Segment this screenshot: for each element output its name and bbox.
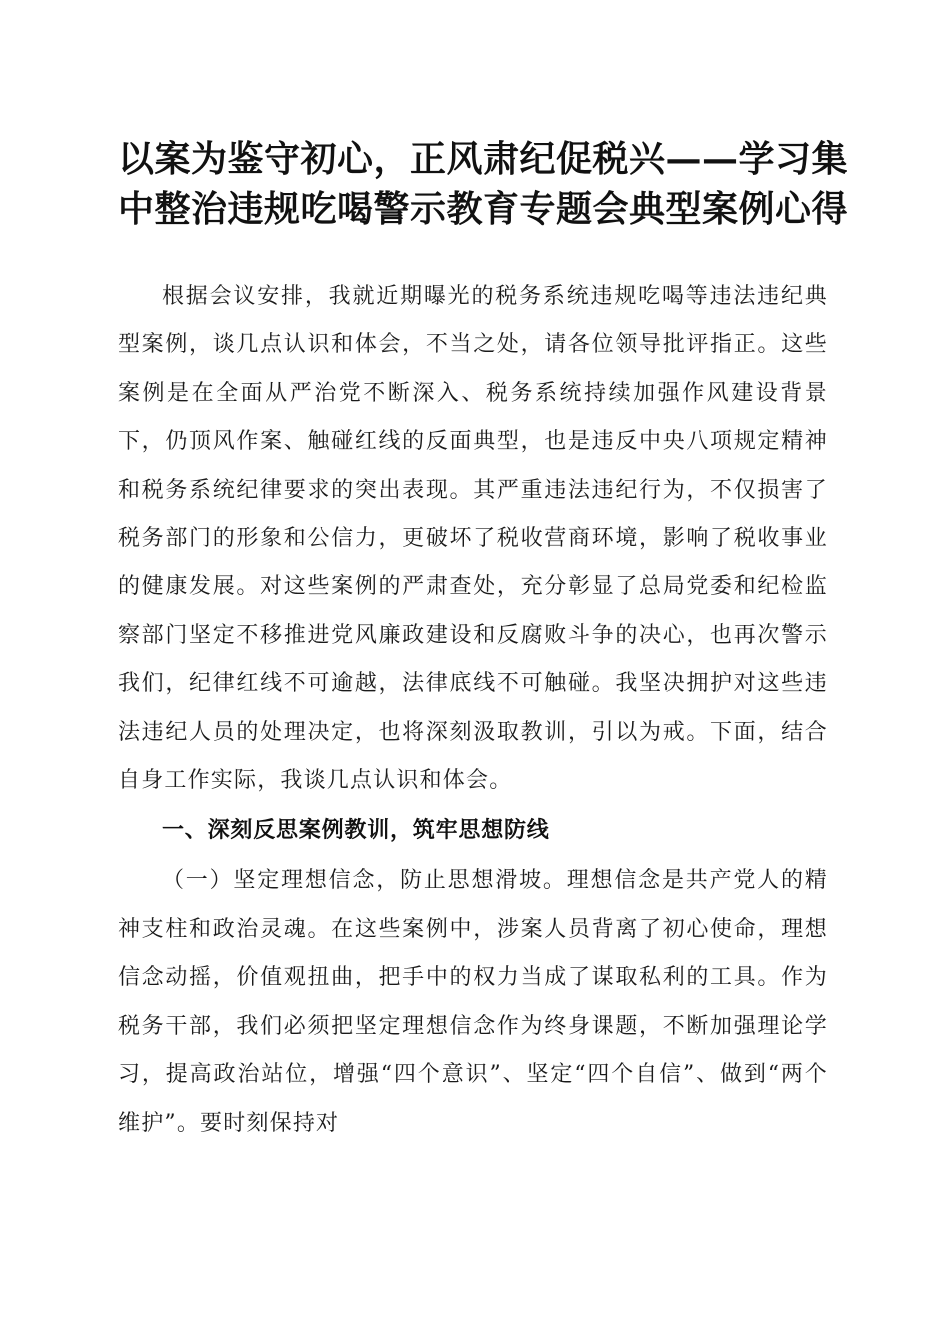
document-body [118,273,828,1148]
section-1-heading: 一、深刻反思案例教训，筑牢思想防线 [162,818,550,844]
section-1-paragraph-1: （一）坚定理想信念，防止思想滑坡。理想信念是共产党人的精神支柱和政治灵魂。在这些案例中，涉案人员背离了初心使命，理想信念动摇，价值观扭曲，把手中的权力当成了谋取私利的工具。作为税务干部，我们必须把坚定理想信念作为终身课题，不断加强理论学习，提高政治站位，增强“四个意识”、坚定“四个自信”、做到“两个维护”。要时刻保持对 [118,868,828,1136]
document-title [118,134,849,234]
title-line-1: 以案为鉴守初心，正风肃纪促税兴——学习集 [118,138,849,180]
title-line-2: 中整治违规吃喝警示教育专题会典型案例心得 [118,188,849,230]
intro-paragraph: 根据会议安排，我就近期曝光的税务系统违规吃喝等违法违纪典型案例，谈几点认识和体会，不当之处，请各位领导批评指正。这些案例是在全面从严治党不断深入、税务系统持续加强作风建设背景下，仍顶风作案、触碰红线的反面典型，也是违反中央八项规定精神和税务系统纪律要求的突出表现。其严重违法违纪行为，不仅损害了税务部门的形象和公信力，更破坏了税收营商环境，影响了税收事业的健康发展。对这些案例的严肃查处，充分彰显了总局党委和纪检监察部门坚定不移推进党风廉政建设和反腐败斗争的决心，也再次警示我们，纪律红线不可逾越，法律底线不可触碰。我坚决拥护对这些违法违纪人员的处理决定，也将深刻汲取教训，引以为戒。下面，结合自身工作实际，我谈几点认识和体会。 [118,284,828,794]
